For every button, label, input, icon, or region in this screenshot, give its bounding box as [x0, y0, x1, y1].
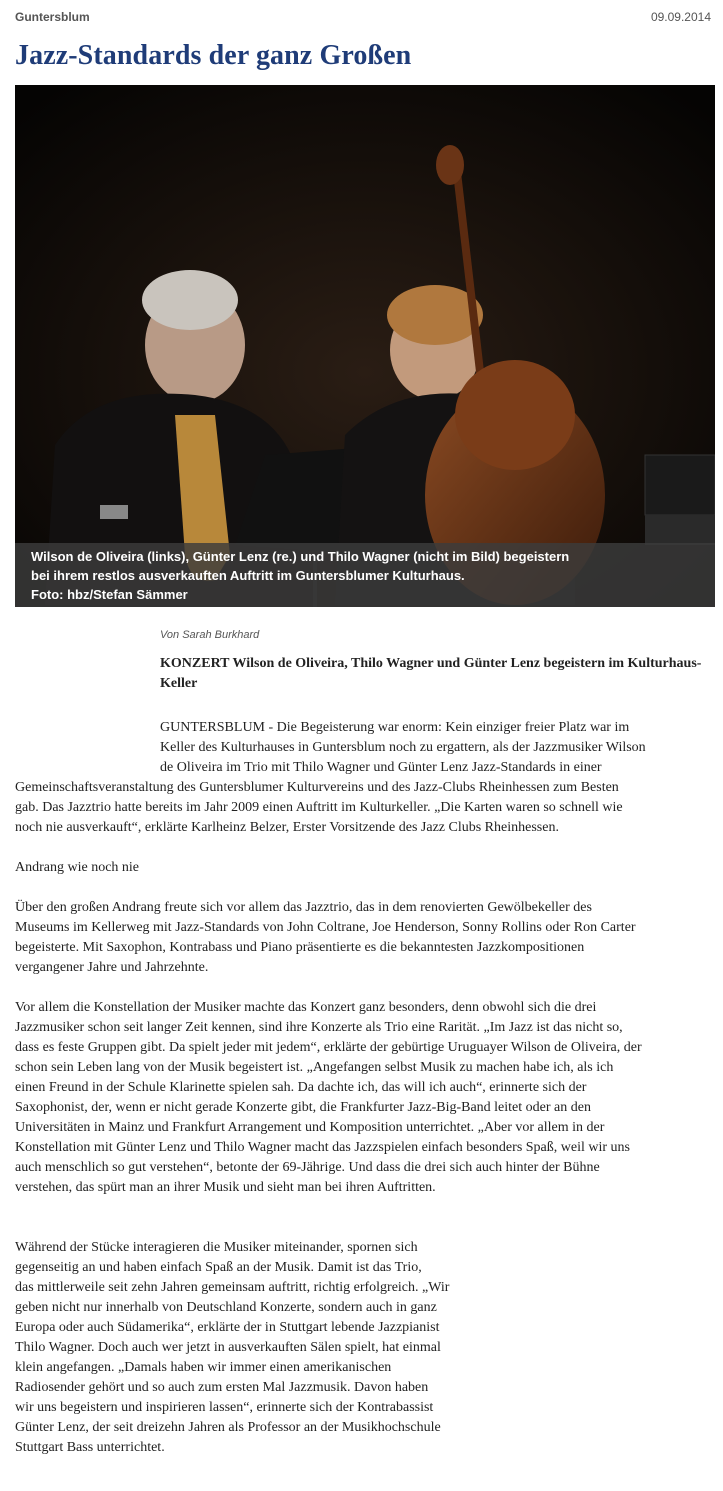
photo-caption: [15, 543, 715, 607]
text-line: Stuttgart Bass unterrichtet.: [15, 1440, 165, 1455]
article-header-bar: [15, 10, 711, 28]
paragraph-4: [15, 1238, 490, 1458]
text-line: Während der Stücke interagieren die Musiker miteinander, spornen sich: [15, 1240, 418, 1255]
text-line: vergangener Jahre und Jahrzehnte.: [15, 960, 209, 975]
text-line: geben nicht nur innerhalb von Deutschland Konzerte, sondern auch in ganz: [15, 1300, 437, 1315]
text-line: Konstellation mit Günter Lenz und Thilo Wagner macht das Jazzspielen einfach besonders Spaß, weil wir uns: [15, 1140, 630, 1155]
text-line: Über den großen Andrang freute sich vor allem das Jazztrio, das in dem renovierten Gewölbekeller des: [15, 900, 592, 915]
paragraph-3: [15, 998, 715, 1198]
article-title: Jazz-Standards der ganz Großen: [15, 40, 412, 71]
text-line: GUNTERSBLUM - Die Begeisterung war enorm: Kein einziger freier Platz war im: [160, 720, 630, 735]
photo-credit: Foto: hbz/Stefan Sämmer: [31, 587, 188, 602]
text-line: noch nie ausverkauft“, erklärte Karlheinz Belzer, Erster Vorsitzende des Jazz Clubs Rheinhessen.: [15, 820, 559, 835]
subheading: Andrang wie noch nie: [15, 860, 140, 875]
text-line: Jazzmusiker schon seit langer Zeit kennen, sind ihre Konzerte als Trio eine Rarität. „Im Jazz ist das nicht so,: [15, 1020, 623, 1035]
text-line: Gemeinschaftsveranstaltung des Guntersblumer Kulturvereins und des Jazz-Clubs Rheinhessen zum Besten: [15, 780, 619, 795]
text-line: wir uns begeistern und inspirieren lassen“, erinnerte sich der Kontrabassist: [15, 1400, 434, 1415]
text-line: Europa oder auch Südamerika“, erklärte der in Stuttgart lebende Jazzpianist: [15, 1320, 440, 1335]
caption-line: Wilson de Oliveira (links), Günter Lenz (re.) und Thilo Wagner (nicht im Bild) begeistern: [31, 549, 570, 564]
text-line: Universitäten in Mainz und Frankfurt Arrangement und Komposition unterrichtet. „Aber vor allem in der: [15, 1120, 605, 1135]
location-label: Guntersblum: [15, 10, 90, 24]
text-line: Thilo Wagner. Doch auch wer jetzt in ausverkauften Sälen spielt, hat einmal: [15, 1340, 441, 1355]
paragraph-2: [15, 898, 715, 978]
text-line: de Oliveira im Trio mit Thilo Wagner und Günter Lenz Jazz-Standards in einer: [160, 760, 602, 775]
byline: Von Sarah Burkhard: [160, 629, 260, 641]
text-line: verstehen, das spürt man an ihrer Musik und sieht man bei ihren Auftritten.: [15, 1180, 436, 1195]
text-line: Keller des Kulturhauses in Guntersblum noch zu ergattern, als der Jazzmusiker Wilson: [160, 740, 646, 755]
text-line: begeisterte. Mit Saxophon, Kontrabass und Piano präsentierte es die bekanntesten Jazzkompositionen: [15, 940, 585, 955]
text-line: schon sein Leben lang von der Musik begeistert ist. „Angefangen selbst Musik zu machen habe ich, als ich: [15, 1060, 614, 1075]
article-photo: [15, 85, 715, 607]
article-teaser: KONZERT Wilson de Oliveira, Thilo Wagner und Günter Lenz begeistern im Kulturhaus-Keller: [160, 656, 702, 691]
text-line: das mittlerweile seit zehn Jahren gemeinsam auftritt, richtig erfolgreich. „Wir: [15, 1280, 450, 1295]
text-line: dass es feste Gruppen gibt. Da spielt jeder mit jedem“, erklärte der gebürtige Uruguayer Wilson de Oliveira, der: [15, 1040, 642, 1055]
concert-photo-illustration: [15, 85, 715, 607]
text-line: klein angefangen. „Damals haben wir immer einen amerikanischen: [15, 1360, 392, 1375]
intro-paragraph: [15, 718, 715, 838]
text-line: gegenseitig an und haben einfach Spaß an der Musik. Damit ist das Trio,: [15, 1260, 422, 1275]
caption-line: bei ihrem restlos ausverkauften Auftritt im Guntersblumer Kulturhaus.: [31, 568, 465, 583]
text-line: Museums im Kellerweg mit Jazz-Standards von John Coltrane, Joe Henderson, Sonny Rollins oder Ron Carter: [15, 920, 636, 935]
text-line: Saxophonist, der, wenn er nicht gerade Konzerte gibt, die Frankfurter Jazz-Big-Band leitet oder an den: [15, 1100, 591, 1115]
text-line: Günter Lenz, der seit dreizehn Jahren als Professor an der Musikhochschule: [15, 1420, 441, 1435]
text-line: Vor allem die Konstellation der Musiker machte das Konzert ganz besonders, denn obwohl sich die drei: [15, 1000, 597, 1015]
text-line: gab. Das Jazztrio hatte bereits im Jahr 2009 einen Auftritt im Kulturkeller. „Die Karten waren so schnell wie: [15, 800, 623, 815]
text-line: Radiosender gehört und so auch zum ersten Mal Jazzmusik. Davon haben: [15, 1380, 429, 1395]
text-line: auch menschlich so gut verstehen“, betonte der 69-Jährige. Und dass die drei sich auch hinter der Bühne: [15, 1160, 600, 1175]
article-body: [15, 718, 715, 1458]
publish-date: 09.09.2014: [650, 10, 711, 24]
text-line: einen Freund in der Schule Klarinette spielen sah. Da dachte ich, das will ich auch“, erinnerte sich der: [15, 1080, 587, 1095]
